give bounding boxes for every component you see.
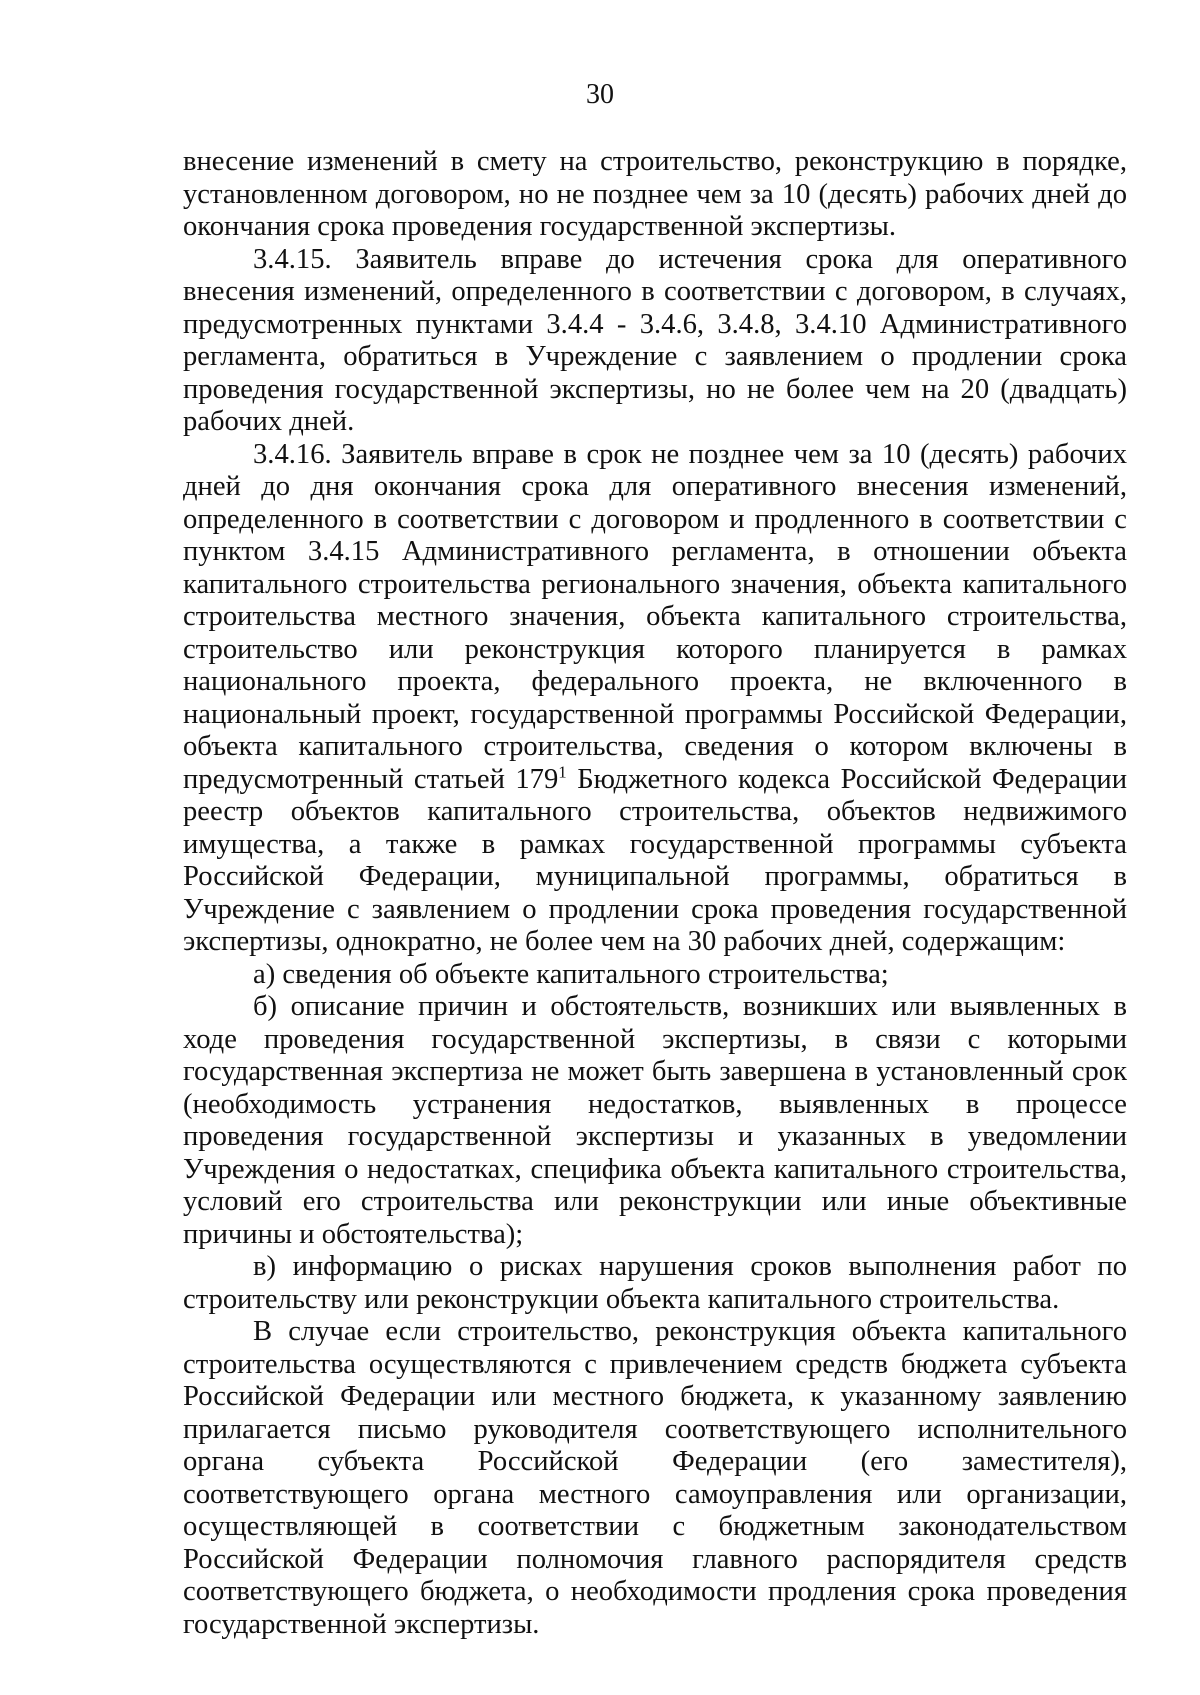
paragraph-budget-letter: В случае если строительство, реконструкция объекта капитального строительства осуществляются с привлечением средств бюджета субъекта Российской Федерации или местного бюджета, к указанному заявлению прилагается письмо руководителя соответствующего исполнительного органа субъекта Российской Федерации (его заместителя), соответствующего органа местного самоуправления или организации, осуществляющей в соответствии с бюджетным законодательством Российской Федерации полномочия главного распорядителя средств соответствующего бюджета, о необходимости продления срока проведения государственной экспертизы. (183, 1316, 1127, 1640)
list-item-v: в) информацию о рисках нарушения сроков выполнения работ по строительству или реконструкции объекта капитального строительства. (183, 1251, 1127, 1315)
paragraph-continuation: внесение изменений в смету на строительство, реконструкцию в порядке, установленном договором, но не позднее чем за 10 (десять) рабочих дней до окончания срока проведения государственной экспертизы. (183, 146, 1127, 242)
paragraph-3-4-16 (183, 439, 1127, 959)
paragraph-3-4-16-text-start: 3.4.16. Заявитель вправе в срок не позднее чем за 10 (десять) рабочих дней до дня окончания срока для оперативного внесения изменений, определенного в соответствии с договором и продленного в соответствии с пунктом 3.4.15 Административного регламента, в отношении объекта капитального строительства регионального значения, объекта капитального строительства местного значения, объекта капитального строительства, строительство или реконструкция которого планируется в рамках национального проекта, федерального проекта, не включенного в национальный проект, государственной программы Российской Федерации, объекта капитального строительства, сведения о котором включены в предусмотренный статьей 179 (183, 438, 1127, 795)
footnote-superscript: 1 (558, 761, 567, 781)
paragraph-3-4-15: 3.4.15. Заявитель вправе до истечения срока для оперативного внесения изменений, определенного в соответствии с договором, в случаях, предусмотренных пунктами 3.4.4 - 3.4.6, 3.4.8, 3.4.10 Административного регламента, обратиться в Учреждение с заявлением о продлении срока проведения государственной экспертизы, но не более чем на 20 (двадцать) рабочих дней. (183, 243, 1127, 437)
list-item-a: а) сведения об объекте капитального строительства; (253, 958, 889, 990)
document-body (183, 146, 1127, 1641)
list-item-b: б) описание причин и обстоятельств, возникших или выявленных в ходе проведения государственной экспертизы, в связи с которыми государственная экспертиза не может быть завершена в установленный срок (необходимость устранения недостатков, выявленных в процессе проведения государственной экспертизы и указанных в уведомлении Учреждения о недостатках, специфика объекта капитального строительства, условий его строительства или реконструкции или иные объективные причины и обстоятельства); (183, 991, 1127, 1250)
page-number: 30 (586, 79, 614, 110)
paragraph-3-4-16-text-end: Бюджетного кодекса Российской Федерации реестр объектов капитального строительства, объектов недвижимого имущества, а также в рамках государственной программы субъекта Российской Федерации, муниципальной программы, обратиться в Учреждение с заявлением о продлении срока проведения государственной экспертизы, однократно, не более чем на 30 рабочих дней, содержащим: (183, 763, 1128, 957)
